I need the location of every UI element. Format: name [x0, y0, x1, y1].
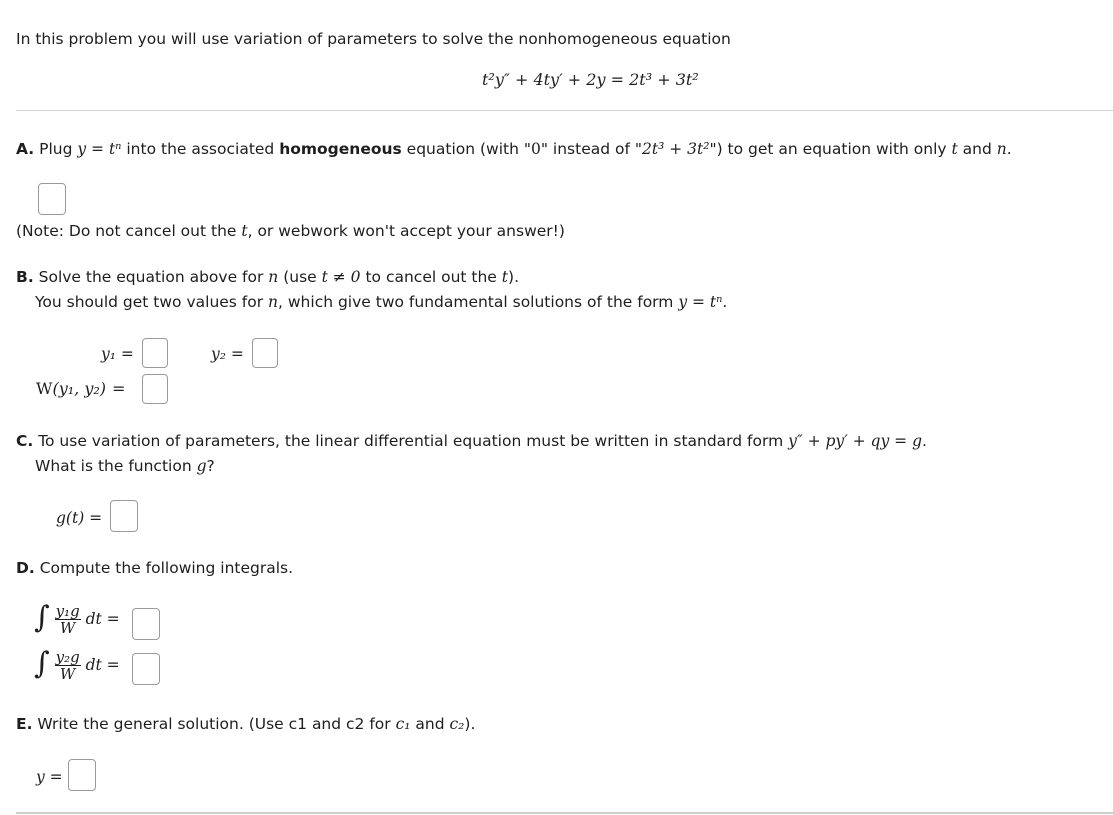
- part-b-prompt-line2: You should get two values for n, which give two fundamental solutions of the form y = tⁿ.: [35, 293, 728, 311]
- wronskian-label: W(y₁, y₂) =: [36, 379, 126, 398]
- y1-input[interactable]: [142, 338, 168, 368]
- integral-sign-icon: ∫: [34, 600, 50, 635]
- y2-label: y₂ =: [211, 345, 244, 363]
- part-e-prompt: E. Write the general solution. (Use c1 and c2 for c₁ and c₂).: [16, 715, 476, 733]
- part-a-note: (Note: Do not cancel out the t, or webwork won't accept your answer!): [16, 222, 565, 240]
- g-input[interactable]: [110, 500, 138, 532]
- g-label: g(t) =: [56, 509, 103, 527]
- problem-intro: [16, 30, 731, 48]
- part-c-prompt: C. To use variation of parameters, the linear differential equation must be written in standard form y″ + py′ + qy = g.: [16, 432, 927, 450]
- general-solution-input[interactable]: [68, 759, 96, 791]
- integral-1-input[interactable]: [132, 608, 160, 640]
- intro-text: In this problem you will use variation of parameters to solve the nonhomogeneous equation: [16, 30, 731, 48]
- integral-2-input[interactable]: [132, 653, 160, 685]
- y2-input[interactable]: [252, 338, 278, 368]
- section-divider: [16, 110, 1113, 111]
- part-b-prompt: B. Solve the equation above for n (use t ≠ 0 to cancel out the t).: [16, 268, 519, 286]
- integral-1: ∫ $\frac{\text{y₁g}}{W}$ dt =: [34, 600, 120, 637]
- main-equation: t²y″ + 4ty′ + 2y = 2t³ + 3t²: [482, 70, 699, 89]
- integral-sign-icon: ∫: [34, 646, 50, 681]
- y1-label: y₁ =: [101, 345, 134, 363]
- part-d-prompt: D. Compute the following integrals.: [16, 559, 294, 577]
- bottom-divider: [16, 812, 1113, 814]
- part-a-prompt: A. Plug y = tⁿ into the associated homogeneous equation (with "0" instead of "2t³ + 3t²") to get an equation with only t and n.: [16, 140, 1012, 158]
- part-c-prompt-line2: What is the function g?: [35, 457, 215, 475]
- part-a-answer-input[interactable]: [38, 183, 66, 215]
- wronskian-input[interactable]: [142, 374, 168, 404]
- y-general-label: y =: [36, 768, 63, 786]
- integral-2: ∫ $\frac{\text{y₂g}}{W}$ dt =: [34, 646, 120, 683]
